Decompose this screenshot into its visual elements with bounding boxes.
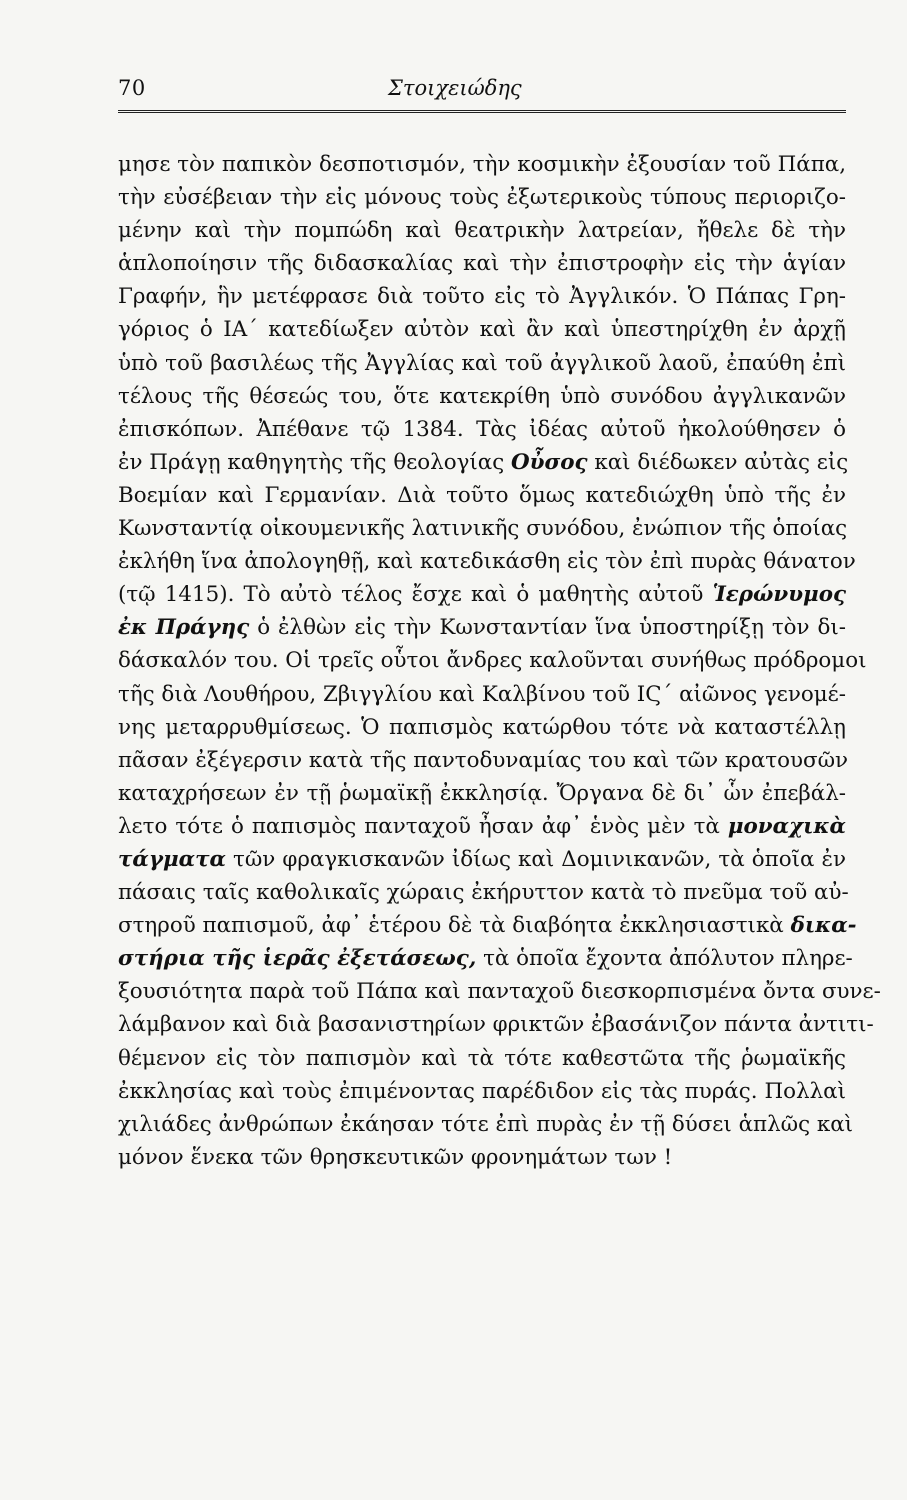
text-line: λετο τότε ὁ παπισμὸς πανταχοῦ ἦσαν ἀφ᾽ ἑνὸς μὲν τὰ μοναχικὰ [118, 813, 846, 839]
header-rule [118, 110, 846, 113]
text-line: στήρια τῆς ἱερᾶς ἐξετάσεως, τὰ ὁποῖα ἔχοντα ἀπόλυτον πληρε- [118, 946, 853, 972]
text-line: τῆς διὰ Λουθήρου, Ζβιγγλίου καὶ Καλβίνου τοῦ ΙϚ´ αἰῶνος γενομέ- [118, 681, 846, 707]
text-line: τάγματα τῶν φραγκισκανῶν ἰδίως καὶ Δομινικανῶν, τὰ ὁποῖα ἐν [118, 846, 846, 872]
running-head [118, 72, 843, 102]
text-line: χιλιάδες ἀνθρώπων ἐκάησαν τότε ἐπὶ πυρὰς ἐν τῇ δύσει ἁπλῶς καὶ [118, 1111, 854, 1137]
text-line: Κωνσταντίᾳ οἰκουμενικῆς λατινικῆς συνόδου, ἐνώπιον τῆς ὁποίας [118, 516, 848, 542]
emphasized-term: Οὖσος [511, 449, 588, 475]
text-line: μόνον ἕνεκα τῶν θρησκευτικῶν φρονημάτων των ! [118, 1144, 673, 1170]
page-number: 70 [118, 76, 146, 100]
text-line: ὑπὸ τοῦ βασιλέως τῆς Ἀγγλίας καὶ τοῦ ἀγγλικοῦ λαοῦ, ἐπαύθη ἐπὶ [118, 350, 846, 376]
text-line: Γραφήν, ἣν μετέφρασε διὰ τοῦτο εἰς τὸ Ἀγγλικόν. Ὁ Πάπας Γρη- [118, 284, 846, 310]
text-line: μένην καὶ τὴν πομπώδη καὶ θεατρικὴν λατρείαν, ἤθελε δὲ τὴν [118, 218, 846, 244]
text-line: ἁπλοποίησιν τῆς διδασκαλίας καὶ τὴν ἐπιστροφὴν εἰς τὴν ἁγίαν [118, 251, 846, 277]
text-line: Βοεμίαν καὶ Γερμανίαν. Διὰ τοῦτο ὅμως κατεδιώχθη ὑπὸ τῆς ἐν [118, 482, 846, 508]
text-line: στηροῦ παπισμοῦ, ἀφ᾽ ἑτέρου δὲ τὰ διαβόητα ἐκκλησιαστικὰ δικα- [118, 913, 857, 939]
text-line: δάσκαλόν του. Οἱ τρεῖς οὗτοι ἄνδρες καλοῦνται συνήθως πρόδρομοι [118, 648, 867, 674]
text-line: μησε τὸν παπικὸν δεσποτισμόν, τὴν κοσμικὴν ἐξουσίαν τοῦ Πάπα, [118, 152, 846, 177]
text-line: λάμβανον καὶ διὰ βασανιστηρίων φρικτῶν ἐβασάνιζον πάντα ἀντιτι- [118, 1012, 874, 1038]
text-line: ἐν Πράγῃ καθηγητὴς τῆς θεολογίας Οὖσος καὶ διέδωκεν αὐτὰς εἰς [118, 449, 849, 475]
text-line: ἐκλήθη ἵνα ἀπολογηθῇ, καὶ κατεδικάσθη εἰς τὸν ἐπὶ πυρὰς θάνατον [118, 549, 856, 575]
emphasized-term: τάγματα [118, 846, 226, 872]
text-line: τὴν εὐσέβειαν τὴν εἰς μόνους τοὺς ἐξωτερικοὺς τύπους περιοριζο- [118, 185, 846, 211]
text-line: γόριος ὁ ΙΑ´ κατεδίωξεν αὐτὸν καὶ ἂν καὶ ὑπεστηρίχθη ἐν ἀρχῇ [118, 317, 846, 343]
text-line: τέλους τῆς θέσεώς του, ὅτε κατεκρίθη ὑπὸ συνόδου ἀγγλικανῶν [118, 383, 846, 409]
text-line: ξουσιότητα παρὰ τοῦ Πάπα καὶ πανταχοῦ διεσκορπισμένα ὄντα συνε- [118, 979, 881, 1005]
text-line: καταχρήσεων ἐν τῇ ῥωμαϊκῇ ἐκκλησίᾳ. Ὄργανα δὲ δι᾽ ὧν ἐπεβάλ- [118, 780, 846, 806]
emphasized-term: μοναχικὰ [727, 813, 846, 839]
text-line: νης μεταρρυθμίσεως. Ὁ παπισμὸς κατώρθου τότε νὰ καταστέλλῃ [118, 714, 846, 740]
text-line: πάσαις ταῖς καθολικαῖς χώραις ἐκήρυττον κατὰ τὸ πνεῦμα τοῦ αὐ- [118, 880, 849, 906]
emphasized-term: ἐκ Πράγης [118, 615, 250, 641]
running-title: Στοιχειώδης [388, 76, 522, 100]
text-line: πᾶσαν ἐξέγερσιν κατὰ τῆς παντοδυναμίας του καὶ τῶν κρατουσῶν [118, 747, 849, 773]
emphasized-term: Ἱερώνυμος [712, 582, 846, 608]
text-line: ἐπισκόπων. Ἀπέθανε τῷ 1384. Τὰς ἰδέας αὐτοῦ ἠκολούθησεν ὁ [118, 416, 846, 442]
text-line: ἐκκλησίας καὶ τοὺς ἐπιμένοντας παρέδιδον εἰς τὰς πυράς. Πολλαὶ [118, 1078, 846, 1104]
body-text [118, 148, 881, 1174]
emphasized-term: δικα- [790, 913, 857, 939]
text-line: θέμενον εἰς τὸν παπισμὸν καὶ τὰ τότε καθεστῶτα τῆς ῥωμαϊκῆς [118, 1045, 846, 1071]
text-line: ἐκ Πράγης ὁ ἐλθὼν εἰς τὴν Κωνσταντίαν ἵνα ὑποστηρίξῃ τὸν δι- [118, 615, 847, 641]
emphasized-term: στήρια τῆς ἱερᾶς ἐξετάσεως, [118, 946, 477, 972]
text-line: (τῷ 1415). Τὸ αὐτὸ τέλος ἔσχε καὶ ὁ μαθητὴς αὐτοῦ Ἱερώνυμος [118, 582, 846, 608]
